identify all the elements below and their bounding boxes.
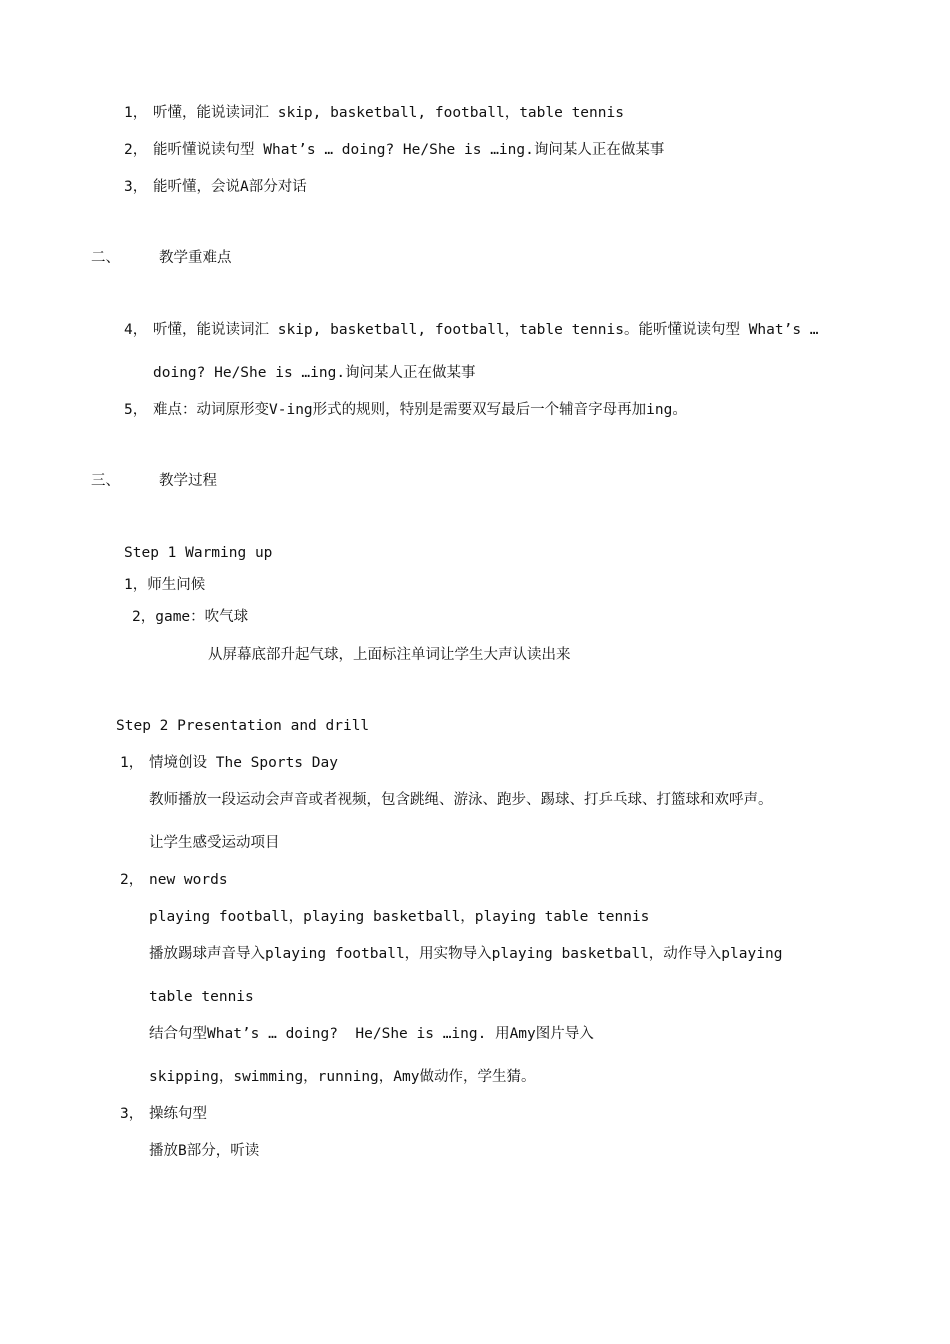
step-2-item-2-description-2: table tennis (149, 989, 254, 1005)
section-3-title: 教学过程 (159, 473, 217, 489)
key-point-5-text: 难点：动词原形变V-ing形式的规则，特别是需要双写最后一个辅音字母再加ing。 (153, 402, 687, 418)
step-2-item-2-description-1: 播放踢球声音导入playing football，用实物导入playing basketball，动作导入playing (149, 946, 783, 962)
step-2-item-2-description-3: 结合句型What’s … doing? He/She is …ing. 用Amy图片导入 (149, 1026, 594, 1042)
step-2-item-2-words: playing football，playing basketball，playing table tennis (149, 909, 650, 925)
key-point-4-number: 4， (124, 322, 148, 338)
key-point-4-line-1: 听懂，能说读词汇 skip, basketball, football，table tennis。能听懂说读句型 What’s … (153, 322, 819, 338)
step-1-item-2-description: 从屏幕底部升起气球，上面标注单词让学生大声认读出来 (208, 647, 571, 663)
step-1-title: Step 1 Warming up (124, 545, 273, 561)
section-3-number: 三、 (91, 473, 120, 489)
objective-3-number: 3， (124, 179, 148, 195)
step-1-item-1: 1，师生问候 (124, 577, 206, 593)
step-2-title: Step 2 Presentation and drill (116, 718, 370, 734)
section-2-number: 二、 (91, 250, 120, 266)
key-point-4-line-2: doing? He/She is …ing.询问某人正在做某事 (153, 365, 476, 381)
step-2-item-3-number: 3， (120, 1106, 144, 1122)
step-2-item-1-description-1: 教师播放一段运动会声音或者视频，包含跳绳、游泳、跑步、踢球、打乒乓球、打篮球和欢呼声。 (149, 792, 773, 808)
objective-2-text: 能听懂说读句型 What’s … doing? He/She is …ing.询问某人正在做某事 (153, 142, 665, 158)
step-2-item-3-title: 操练句型 (149, 1106, 207, 1122)
section-2-title: 教学重难点 (159, 250, 232, 266)
step-2-item-2-title: new words (149, 872, 228, 888)
objective-2-number: 2， (124, 142, 148, 158)
step-2-item-1-number: 1， (120, 755, 144, 771)
step-2-item-2-description-4: skipping，swimming，running，Amy做动作，学生猜。 (149, 1069, 536, 1085)
objective-3-text: 能听懂，会说A部分对话 (153, 179, 307, 195)
step-2-item-2-number: 2， (120, 872, 144, 888)
step-2-item-1-title: 情境创设 The Sports Day (149, 755, 338, 771)
objective-1-number: 1， (124, 105, 148, 121)
objective-1-text: 听懂，能说读词汇 skip, basketball, football，table tennis (153, 105, 624, 121)
key-point-5-number: 5， (124, 402, 148, 418)
step-2-item-3-description: 播放B部分，听读 (149, 1143, 260, 1159)
step-2-item-1-description-2: 让学生感受运动项目 (149, 835, 280, 851)
step-1-item-2: 2，game：吹气球 (132, 609, 249, 625)
